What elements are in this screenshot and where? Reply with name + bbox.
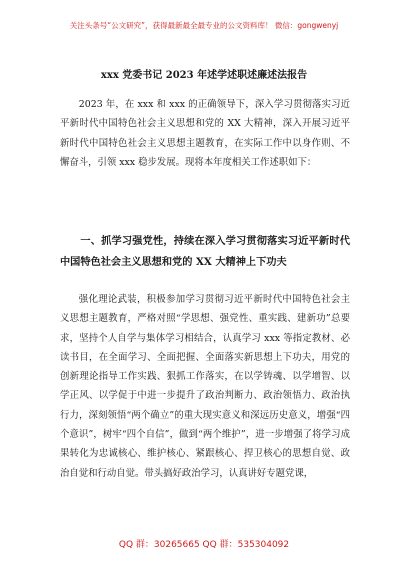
intro-paragraph: 2023 年，在 xxx 和 xxx 的正确领导下，深入学习贯彻落实习近平新时代中国特色社会主义思想和党的 XX 大精神，深入开展习近平新时代中国特色社会主义思想主题教育，在实际工作中以身作则、不懈奋斗，引领 xxx 稳步发展。现将本年度相关工作述职如下： xyxy=(60,99,350,168)
top-banner: 关注头条号“公文研究”，获得最新最全最专业的公文资料库！ 微信：gongwenyj xyxy=(69,21,339,30)
footer-qq-groups: QQ 群：30265665 QQ 群：535304092 xyxy=(118,540,290,550)
document-title: xxx 党委书记 2023 年述学述职述廉述法报告 xyxy=(100,70,308,81)
section-1-heading: 一、抓学习强党性，持续在深入学习贯彻落实习近平新时代中国特色社会主义思想和党的 XX 大精神上下功夫 xyxy=(60,235,350,268)
section-1-paragraph: 强化理论武装，积极参加学习贯彻习近平新时代中国特色社会主义思想主题教育，严格对照“学思想、强党性、重实践、建新功”总要求，坚持个人自学与集体学习相结合，认真学习 xxx 等指定教材、必读书目，在全面学习、全面把握、全面落实新思想上下功夫，用党的创新理论指导工作实践、狠抓工作落实，在以学铸魂、以学增智、以学正风、以学促于中进一步提升了政治判断力、政治领悟力、政治执行力，深刻领悟“两个确立”的重大现实意义和深远历史意义，增强“四个意识”，树牢“四个自信”，做到“两个维护”，进一步增强了将学习成果转化为忠诚核心、维护核心、紧跟核心、捍卫核心的思想自觉、政治自觉和行动自觉。带头搞好政治学习，认真讲好专题党课， xyxy=(60,294,350,479)
